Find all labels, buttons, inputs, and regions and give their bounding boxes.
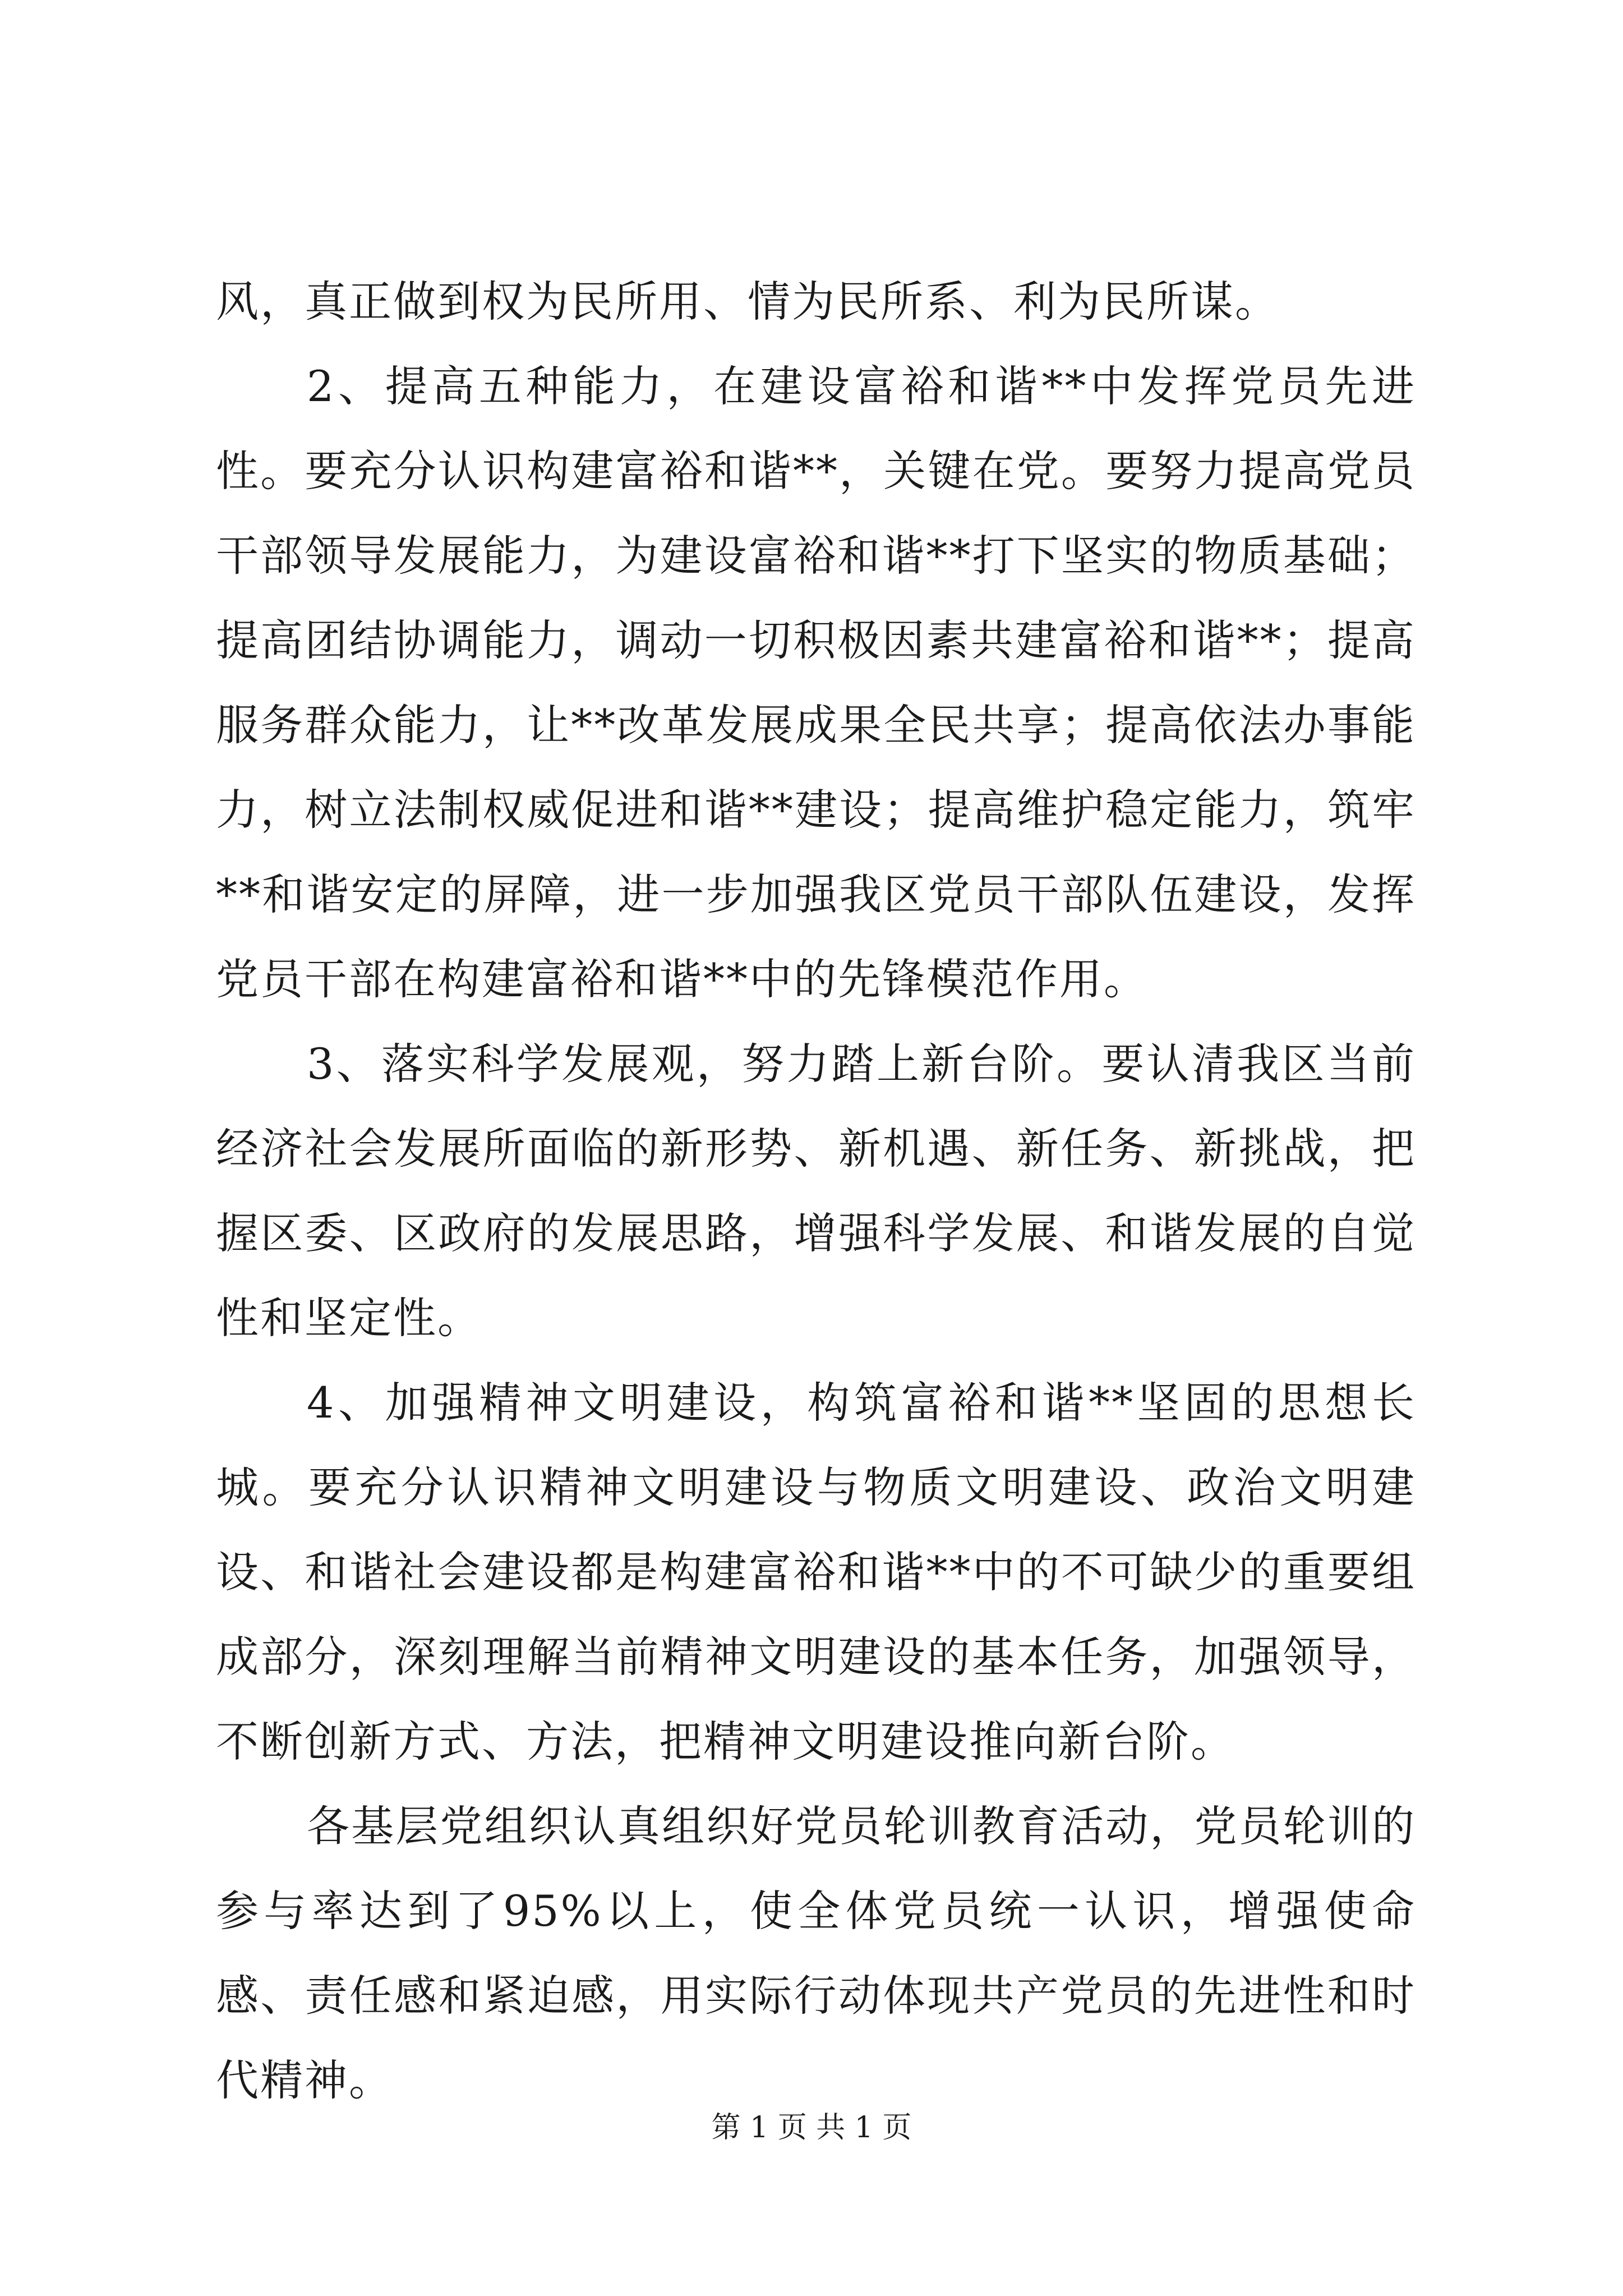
paragraph-summary: 各基层党组织认真组织好党员轮训教育活动，党员轮训的参与率达到了95%以上，使全体党员统一认识，增强使命感、责任感和紧迫感，用实际行动体现共产党员的先进性和时代精神。 bbox=[216, 1801, 1416, 2105]
paragraph-item-4: 4、加强精神文明建设，构筑富裕和谐**坚固的思想长城。要充分认识精神文明建设与物质文明建设、政治文明建设、和谐社会建设都是构建富裕和谐**中的不可缺少的重要组成部分，深刻理解当前精神文明建设的基本任务，加强领导，不断创新方式、方法，把精神文明建设推向新台阶。 bbox=[216, 1378, 1416, 1766]
paragraph-item-3: 3、落实科学发展观，努力踏上新台阶。要认清我区当前经济社会发展所面临的新形势、新机遇、新任务、新挑战，把握区委、区政府的发展思路，增强科学发展、和谐发展的自觉性和坚定性。 bbox=[216, 1039, 1416, 1343]
page-footer: 第 1 页 共 1 页 bbox=[711, 2111, 912, 2145]
paragraph-item-2: 2、提高五种能力，在建设富裕和谐**中发挥党员先进性。要充分认识构建富裕和谐**，关键在党。要努力提高党员干部领导发展能力，为建设富裕和谐**打下坚实的物质基础；提高团结协调能力，调动一切积极因素共建富裕和谐**；提高服务群众能力，让**改革发展成果全民共享；提高依法办事能力，树立法制权威促进和谐**建设；提高维护稳定能力，筑牢**和谐安定的屏障，进一步加强我区党员干部队伍建设，发挥党员干部在构建富裕和谐**中的先锋模范作用。 bbox=[216, 361, 1416, 1004]
paragraph-continuation: 风，真正做到权为民所用、情为民所系、利为民所谋。 bbox=[216, 277, 1279, 326]
document-body bbox=[216, 259, 1416, 2123]
